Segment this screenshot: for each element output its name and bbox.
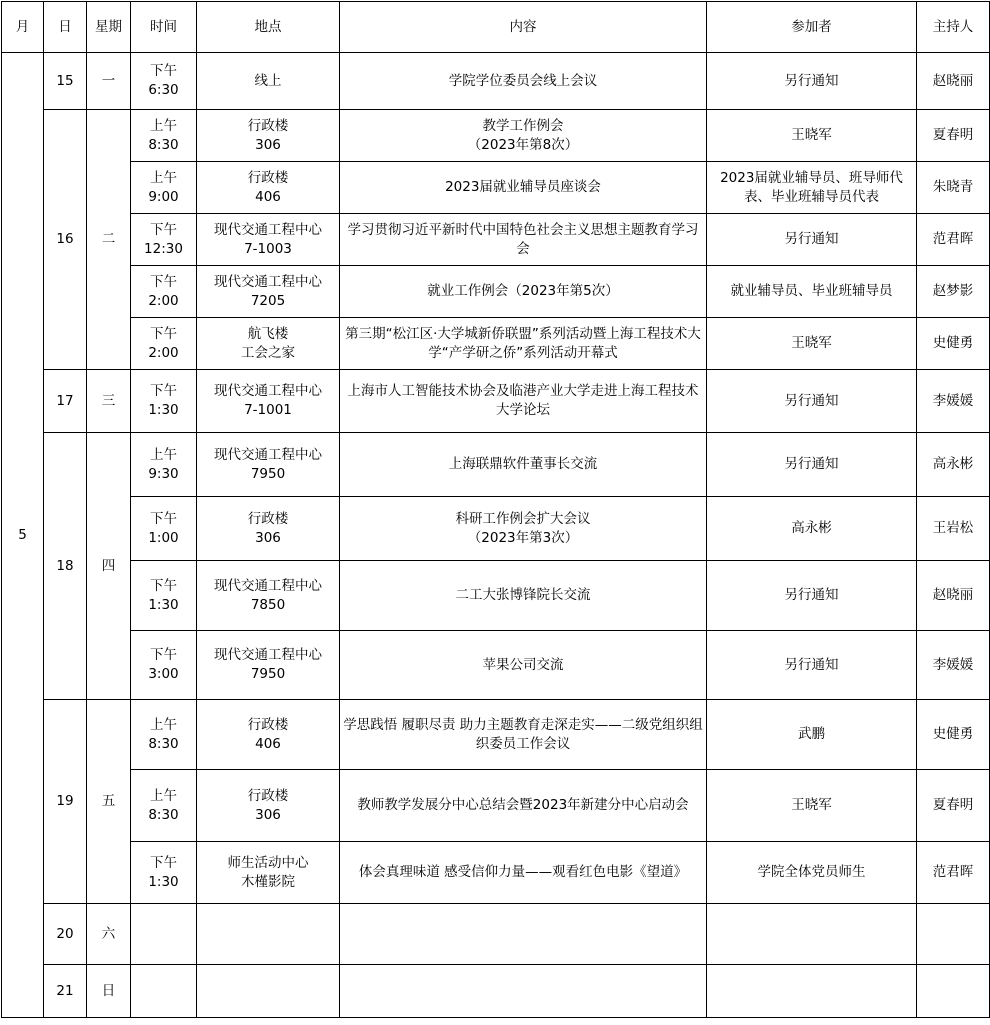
participants-cell: 武鹏 xyxy=(707,700,917,770)
header-location: 地点 xyxy=(197,2,340,53)
event-row xyxy=(2,904,990,965)
location-cell: 现代交通工程中心 7850 xyxy=(197,561,340,631)
schedule-body xyxy=(2,53,990,1018)
time-cell: 下午 12:30 xyxy=(131,214,197,266)
time-cell: 下午 1:30 xyxy=(131,561,197,631)
host-cell: 高永彬 xyxy=(917,433,990,497)
host-cell: 范君晖 xyxy=(917,214,990,266)
location-cell: 线上 xyxy=(197,53,340,110)
content-cell xyxy=(340,904,707,965)
host-cell: 史健勇 xyxy=(917,700,990,770)
content-cell: 上海联鼎软件董事长交流 xyxy=(340,433,707,497)
day-cell: 17 xyxy=(44,370,87,433)
schedule-table xyxy=(1,1,990,1018)
content-cell: 苹果公司交流 xyxy=(340,631,707,700)
location-cell: 行政楼 306 xyxy=(197,770,340,842)
time-cell: 下午 1:30 xyxy=(131,842,197,904)
time-cell: 上午 9:00 xyxy=(131,162,197,214)
day-cell: 15 xyxy=(44,53,87,110)
event-row xyxy=(2,162,990,214)
host-cell: 赵晓丽 xyxy=(917,561,990,631)
header-day: 日 xyxy=(44,2,87,53)
participants-cell: 2023届就业辅导员、班导师代表、毕业班辅导员代表 xyxy=(707,162,917,214)
time-cell xyxy=(131,904,197,965)
header-content: 内容 xyxy=(340,2,707,53)
content-cell xyxy=(340,965,707,1018)
location-cell: 行政楼 406 xyxy=(197,700,340,770)
location-cell xyxy=(197,965,340,1018)
content-cell: 就业工作例会（2023年第5次） xyxy=(340,266,707,318)
event-row xyxy=(2,433,990,497)
time-cell: 上午 9:30 xyxy=(131,433,197,497)
host-cell: 李媛媛 xyxy=(917,370,990,433)
content-cell: 科研工作例会扩大会议 （2023年第3次） xyxy=(340,497,707,561)
time-cell: 上午 8:30 xyxy=(131,110,197,162)
participants-cell: 王晓军 xyxy=(707,318,917,370)
time-cell: 下午 3:00 xyxy=(131,631,197,700)
day-cell: 20 xyxy=(44,904,87,965)
participants-cell: 另行通知 xyxy=(707,214,917,266)
content-cell: 第三期“松江区·大学城新侨联盟”系列活动暨上海工程技术大学“产学研之侨”系列活动开幕式 xyxy=(340,318,707,370)
header-host: 主持人 xyxy=(917,2,990,53)
event-row xyxy=(2,561,990,631)
location-cell: 现代交通工程中心 7950 xyxy=(197,433,340,497)
event-row xyxy=(2,370,990,433)
participants-cell: 另行通知 xyxy=(707,561,917,631)
time-cell: 下午 1:30 xyxy=(131,370,197,433)
participants-cell: 另行通知 xyxy=(707,370,917,433)
participants-cell: 另行通知 xyxy=(707,433,917,497)
event-row xyxy=(2,110,990,162)
host-cell: 夏春明 xyxy=(917,770,990,842)
content-cell: 学思践悟 履职尽责 助力主题教育走深走实——二级党组织组织委员工作会议 xyxy=(340,700,707,770)
weekday-cell: 二 xyxy=(87,110,131,370)
location-cell: 行政楼 406 xyxy=(197,162,340,214)
location-cell: 行政楼 306 xyxy=(197,110,340,162)
content-cell: 学习贯彻习近平新时代中国特色社会主义思想主题教育学习会 xyxy=(340,214,707,266)
location-cell: 现代交通工程中心 7950 xyxy=(197,631,340,700)
host-cell: 李媛媛 xyxy=(917,631,990,700)
header-time: 时间 xyxy=(131,2,197,53)
header-month: 月 xyxy=(2,2,44,53)
time-cell: 下午 6:30 xyxy=(131,53,197,110)
day-cell: 18 xyxy=(44,433,87,700)
host-cell: 王岩松 xyxy=(917,497,990,561)
participants-cell: 王晓军 xyxy=(707,770,917,842)
content-cell: 二工大张博锋院长交流 xyxy=(340,561,707,631)
event-row xyxy=(2,842,990,904)
event-row xyxy=(2,53,990,110)
content-cell: 教师教学发展分中心总结会暨2023年新建分中心启动会 xyxy=(340,770,707,842)
weekday-cell: 日 xyxy=(87,965,131,1018)
time-cell: 下午 2:00 xyxy=(131,266,197,318)
event-row xyxy=(2,631,990,700)
weekday-cell: 四 xyxy=(87,433,131,700)
month-cell: 5 xyxy=(2,53,44,1018)
weekday-cell: 六 xyxy=(87,904,131,965)
participants-cell: 另行通知 xyxy=(707,631,917,700)
participants-cell: 学院全体党员师生 xyxy=(707,842,917,904)
content-cell: 上海市人工智能技术协会及临港产业大学走进上海工程技术大学论坛 xyxy=(340,370,707,433)
participants-cell xyxy=(707,904,917,965)
event-row xyxy=(2,266,990,318)
event-row xyxy=(2,497,990,561)
location-cell: 师生活动中心 木槿影院 xyxy=(197,842,340,904)
location-cell xyxy=(197,904,340,965)
host-cell: 夏春明 xyxy=(917,110,990,162)
host-cell xyxy=(917,965,990,1018)
header-participants: 参加者 xyxy=(707,2,917,53)
day-cell: 19 xyxy=(44,700,87,904)
host-cell: 朱晓青 xyxy=(917,162,990,214)
weekday-cell: 三 xyxy=(87,370,131,433)
content-cell: 2023届就业辅导员座谈会 xyxy=(340,162,707,214)
event-row xyxy=(2,965,990,1018)
location-cell: 现代交通工程中心 7205 xyxy=(197,266,340,318)
day-cell: 21 xyxy=(44,965,87,1018)
content-cell: 教学工作例会 （2023年第8次） xyxy=(340,110,707,162)
time-cell: 下午 2:00 xyxy=(131,318,197,370)
location-cell: 现代交通工程中心 7-1003 xyxy=(197,214,340,266)
weekday-cell: 一 xyxy=(87,53,131,110)
participants-cell: 王晓军 xyxy=(707,110,917,162)
header-weekday: 星期 xyxy=(87,2,131,53)
time-cell xyxy=(131,965,197,1018)
time-cell: 上午 8:30 xyxy=(131,770,197,842)
host-cell xyxy=(917,904,990,965)
event-row xyxy=(2,214,990,266)
participants-cell: 另行通知 xyxy=(707,53,917,110)
host-cell: 范君晖 xyxy=(917,842,990,904)
weekday-cell: 五 xyxy=(87,700,131,904)
content-cell: 学院学位委员会线上会议 xyxy=(340,53,707,110)
location-cell: 行政楼 306 xyxy=(197,497,340,561)
day-cell: 16 xyxy=(44,110,87,370)
header-row xyxy=(2,2,990,53)
event-row xyxy=(2,770,990,842)
participants-cell: 就业辅导员、毕业班辅导员 xyxy=(707,266,917,318)
content-cell: 体会真理味道 感受信仰力量——观看红色电影《望道》 xyxy=(340,842,707,904)
event-row xyxy=(2,318,990,370)
location-cell: 航飞楼 工会之家 xyxy=(197,318,340,370)
participants-cell xyxy=(707,965,917,1018)
time-cell: 上午 8:30 xyxy=(131,700,197,770)
time-cell: 下午 1:00 xyxy=(131,497,197,561)
location-cell: 现代交通工程中心 7-1001 xyxy=(197,370,340,433)
host-cell: 史健勇 xyxy=(917,318,990,370)
host-cell: 赵梦影 xyxy=(917,266,990,318)
participants-cell: 高永彬 xyxy=(707,497,917,561)
event-row xyxy=(2,700,990,770)
host-cell: 赵晓丽 xyxy=(917,53,990,110)
